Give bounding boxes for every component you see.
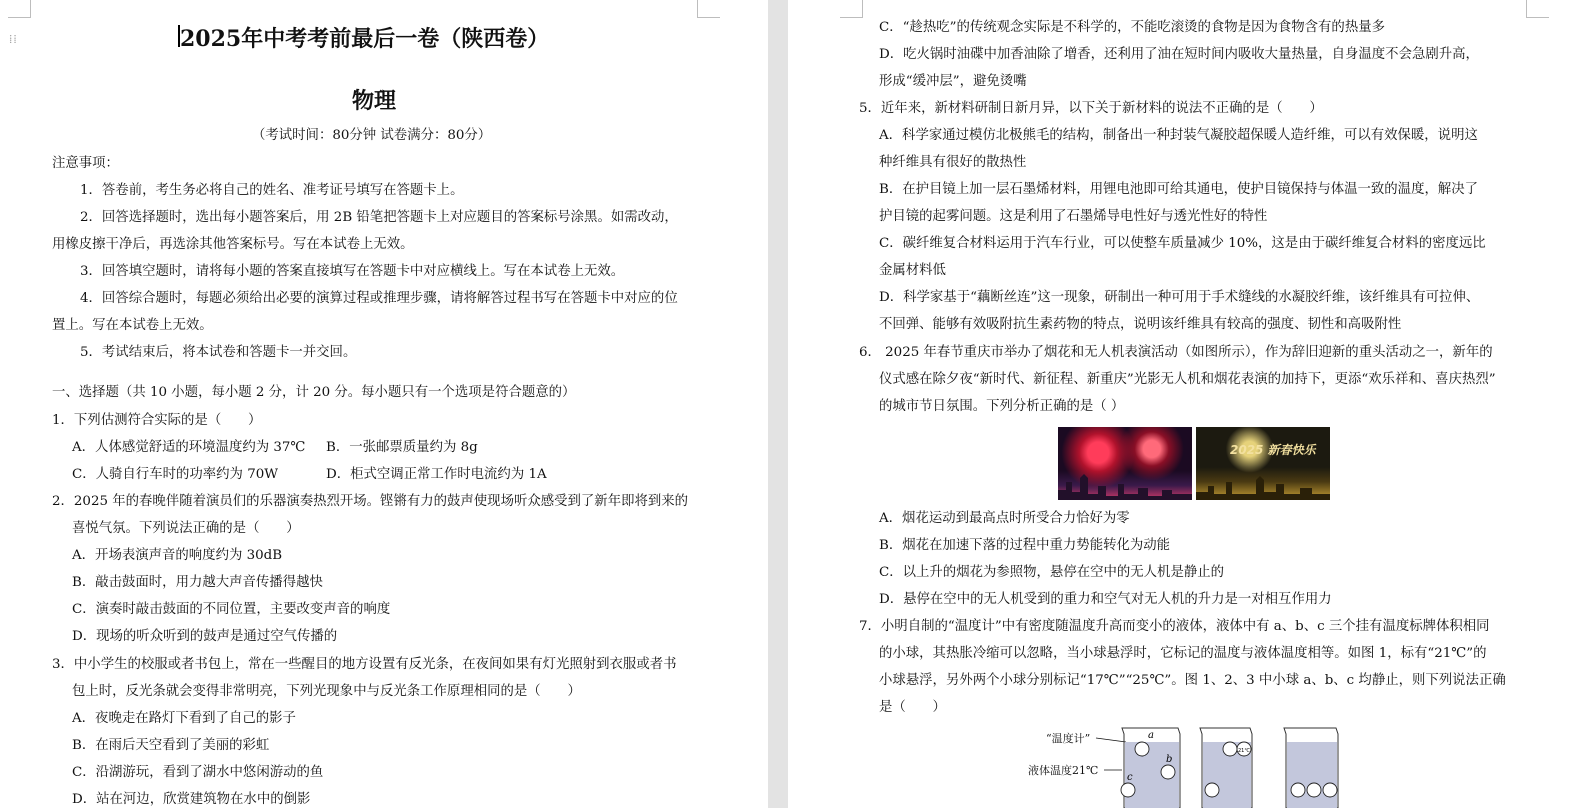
ball-label-b: b	[1166, 754, 1173, 765]
figure-label-thermometer: “温度计”	[1046, 732, 1091, 745]
question-3-option-d: D．站在河边，欣赏建筑物在水中的倒影	[72, 792, 311, 807]
notice-line: 2．回答选择题时，选出每小题答案后，用 2B 铅笔把答题卡上对应题目的答案标号涂黑。如需改动，	[80, 210, 678, 225]
question-2-option-b: B．敲击鼓面时，用力越大声音传播得越快	[72, 575, 323, 590]
question-5-option-b: 护目镜的起雾问题。这是利用了石墨烯导电性好与透光性好的特性	[879, 209, 1268, 224]
figure-label-liquid-temp: 液体温度21℃	[1028, 764, 1099, 777]
question-1-option-b: B．一张邮票质量约为 8g	[326, 440, 478, 455]
question-5-option-a: A．科学家通过模仿北极熊毛的结构，制备出一种封装气凝胶超保暖人造纤维，可以有效保暖，说明这	[879, 128, 1478, 143]
question-4-option-d: 形成“缓冲层”，避免烫嘴	[879, 74, 1027, 89]
question-7-stem: 的小球，其热胀冷缩可以忽略，当小球悬浮时，它标记的温度与液体温度相等。如图 1，标有“21℃”的	[879, 646, 1487, 661]
question-4-option-d: D．吃火锅时油碟中加香油除了增香，还利用了油在短时间内吸收大量热量，自身温度不会急剧升高，	[879, 47, 1479, 62]
question-5-option-c: 金属材料低	[879, 263, 946, 278]
question-7-stem: 是（ ）	[879, 700, 946, 715]
notice-line: 5．考试结束后，将本试卷和答题卡一并交回。	[80, 345, 357, 360]
question-3-stem: 包上时，反光条就会变得非常明亮，下列光现象中与反光条工作原理相同的是（ ）	[72, 684, 581, 699]
page-gutter	[768, 0, 788, 808]
notice-line: 4．回答综合题时，每题必须给出必要的演算过程或推理步骤，请将解答过程书写在答题卡中对应的位	[80, 291, 678, 306]
figure-1-beaker	[1121, 728, 1180, 808]
ball-tag-21: 21℃	[1238, 748, 1250, 754]
crop-mark-top-left	[840, 0, 863, 18]
question-5-option-d: D．科学家基于“藕断丝连”这一现象，研制出一种可用于手术缝线的水凝胶纤维，该纤维具有可拉伸、	[879, 290, 1480, 305]
question-2-option-a: A．开场表演声音的响度约为 30dB	[72, 548, 283, 563]
question-7-stem: 7．小明自制的“温度计”中有密度随温度升高而变小的液体，液体中有 a、b、c 三个挂有温度标牌体积相同	[859, 619, 1490, 634]
question-5-option-a: 种纤维具有很好的散热性	[879, 155, 1027, 170]
page-left	[0, 0, 768, 808]
exam-info: （考试时间：80分钟 试卷满分：80分）	[252, 128, 492, 143]
crop-mark-top-right	[1526, 0, 1549, 18]
notice-heading: 注意事项：	[52, 156, 119, 171]
question-5-stem: 5．近年来，新材料研制日新月异，以下关于新材料的说法不正确的是（ ）	[859, 101, 1323, 116]
crop-mark-top-left	[8, 0, 31, 18]
question-3-option-c: C．沿湖游玩，看到了湖水中悠闲游动的鱼	[72, 765, 324, 780]
drone-show-photo	[1196, 427, 1330, 500]
question-4-option-c: C．“趁热吃”的传统观念实际是不科学的，不能吃滚烫的食物是因为食物含有的热量多	[879, 20, 1385, 35]
question-6-option-a: A．烟花运动到最高点时所受合力恰好为零	[879, 511, 1130, 526]
ball-label-c: c	[1127, 772, 1133, 783]
drag-handle-icon[interactable]: ⁞⁞	[9, 32, 18, 46]
question-5-option-b: B．在护目镜上加一层石墨烯材料，用锂电池即可给其通电，使护目镜保持与体温一致的温度，解决了	[879, 182, 1479, 197]
ball-label-a: a	[1148, 730, 1154, 741]
exam-title: 2025年中考考前最后一卷（陕西卷）	[180, 26, 550, 52]
question-3-option-a: A．夜晚走在路灯下看到了自己的影子	[72, 711, 296, 726]
question-6-option-d: D．悬停在空中的无人机受到的重力和空气对无人机的升力是一对相互作用力	[879, 592, 1332, 607]
question-5-option-d: 不回弹、能够有效吸附抗生素药物的特点，说明该纤维具有较高的强度、韧性和高吸附性	[879, 317, 1402, 332]
question-2-stem: 喜悦气氛。下列说法正确的是（ ）	[72, 521, 300, 536]
question-6-stem: 6． 2025 年春节重庆市举办了烟花和无人机表演活动（如图所示），作为辞旧迎新的重头活动之一，新年的	[859, 345, 1493, 360]
question-2-stem: 2．2025 年的春晚伴随着演员们的乐器演奏热烈开场。铿锵有力的鼓声使现场听众感受到了新年即将到来的	[52, 494, 689, 509]
subject-title: 物理	[352, 88, 397, 114]
figure-2-beaker	[1200, 728, 1252, 808]
question-6-stem: 的城市节日氛围。下列分析正确的是（ ）	[879, 399, 1125, 414]
crop-mark-top-right	[697, 0, 720, 18]
notice-line: 用橡皮擦干净后，再选涂其他答案标号。写在本试卷上无效。	[52, 237, 414, 252]
section-heading: 一、选择题（共 10 小题，每小题 2 分，计 20 分。每小题只有一个选项是符合题意的）	[52, 385, 576, 400]
question-1-option-c: C．人骑自行车时的功率约为 70W	[72, 467, 278, 482]
notice-line: 3．回答填空题时，请将每小题的答案直接填写在答题卡中对应横线上。写在本试卷上无效。	[80, 264, 625, 279]
drone-show-text: 2025 新春快乐	[1230, 443, 1316, 457]
question-2-option-d: D．现场的听众听到的鼓声是通过空气传播的	[72, 629, 338, 644]
question-6-option-c: C．以上升的烟花为参照物，悬停在空中的无人机是静止的	[879, 565, 1225, 580]
question-5-option-c: C．碳纤维复合材料运用于汽车行业，可以使整车质量减少 10%，这是由于碳纤维复合材料的密度远比	[879, 236, 1486, 251]
question-3-stem: 3．中小学生的校服或者书包上，常在一些醒目的地方设置有反光条，在夜间如果有灯光照射到衣服或者书	[52, 657, 677, 672]
question-1-stem: 1．下列估测符合实际的是（ ）	[52, 413, 262, 428]
notice-line: 置上。写在本试卷上无效。	[52, 318, 213, 333]
question-7-stem: 小球悬浮，另外两个小球分别标记“17℃”“25℃”。图 1、2、3 中小球 a、b、c 均静止，则下列说法正确	[879, 673, 1506, 688]
question-6-stem: 仪式感在除夕夜“新时代、新征程、新重庆”光影无人机和烟花表演的加持下，更添“欢乐祥和、喜庆热烈”	[879, 372, 1496, 387]
question-6-option-b: B．烟花在加速下落的过程中重力势能转化为动能	[879, 538, 1171, 553]
question-1-option-d: D．柜式空调正常工作时电流约为 1A	[326, 467, 547, 482]
question-3-option-b: B．在雨后天空看到了美丽的彩虹	[72, 738, 270, 753]
question-2-option-c: C．演奏时敲击鼓面的不同位置，主要改变声音的响度	[72, 602, 391, 617]
question-1-option-a: A．人体感觉舒适的环境温度约为 37℃	[72, 440, 306, 455]
fireworks-photo	[1058, 427, 1192, 500]
notice-line: 1．答卷前，考生务必将自己的姓名、准考证号填写在答题卡上。	[80, 183, 464, 198]
figure-3-beaker	[1284, 728, 1338, 808]
thermometer-figure	[1024, 724, 1364, 808]
